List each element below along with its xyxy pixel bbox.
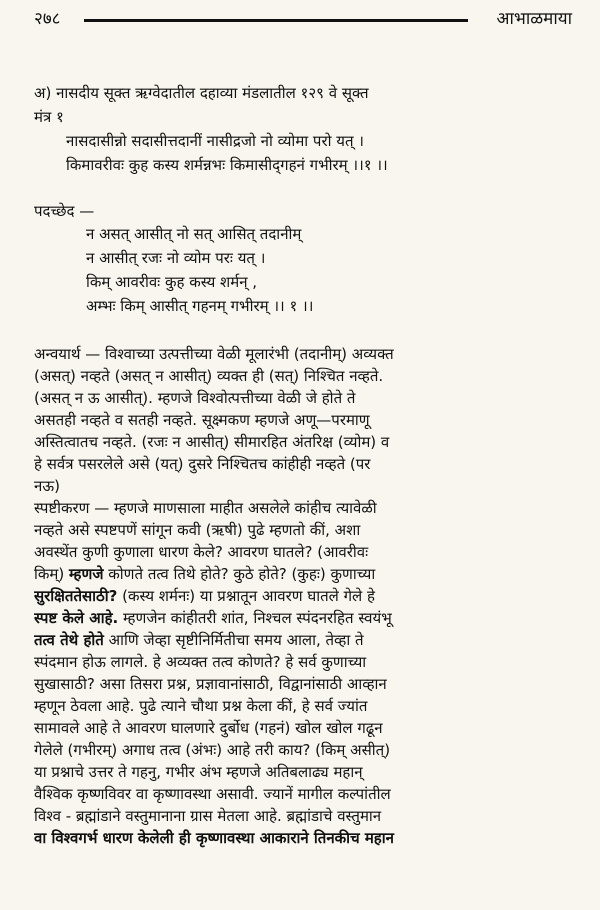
mantra-label: मंत्र १ xyxy=(34,108,64,126)
paragraph-line: (असत् न ऊ आसीत्). म्हणजे विश्वोत्पत्तीच्या वेळी जे होते ते xyxy=(34,389,356,407)
paragraph-line: गेलेले (गभीरम्) अगाध तत्व (अंभः) आहे तरी काय? (किम् असीत्) xyxy=(34,741,391,759)
padaccheda-line: न आसीत् रजः नो व्योम परः यत् । xyxy=(86,249,266,267)
bold-text-run: सुरक्षिततेसाठी? xyxy=(34,587,118,605)
paragraph-line: या प्रश्नाचे उत्तर ते गहनु, गभीर अंभ म्हणजे अतिबलाढ्य महान् xyxy=(34,763,363,781)
bold-text-run: स्पष्ट केले आहे. xyxy=(34,609,119,627)
header-rule xyxy=(84,19,468,22)
running-title: आभाळमाया xyxy=(496,9,572,29)
bold-text-run: म्हणजे xyxy=(69,565,104,583)
paragraph-line: सुखासाठी? असा तिसरा प्रश्न, प्रज्ञावानांसाठी, विद्वानांसाठी आव्हान xyxy=(34,675,387,693)
bold-text-run: तत्व तेथे होते xyxy=(34,631,104,649)
spashtikaran-paragraph xyxy=(34,497,582,849)
paragraph-line: वैश्विक कृष्णविवर वा कृष्णावस्था असावी. ज्यानें मागील कल्पांतील xyxy=(34,785,391,803)
paragraph-line xyxy=(34,585,582,607)
padaccheda-line: न असत् आसीत् नो सत् आसित् तदानीम् xyxy=(86,225,302,243)
paragraph-line: हे सर्वत्र पसरलेले असे (यत्) दुसरे निश्चितच कांहीही नव्हते (पर xyxy=(34,455,371,473)
padaccheda-line: किम् आवरीवः कुह कस्य शर्मन् , xyxy=(86,273,258,291)
paragraph-line xyxy=(34,563,582,585)
paragraph-line: नव्हते असे स्पष्टपणें सांगून कवी (ऋषी) पुढे म्हणतो कीं, अशा xyxy=(34,521,361,539)
paragraph-line: विश्व - ब्रह्मांडाने वस्तुमानाना ग्रास मेतला आहे. ब्रह्मांडाचे वस्तुमान xyxy=(34,807,382,825)
padaccheda-line: अम्भः किम् आसीत् गहनम् गभीरम् ।। १ ।। xyxy=(86,297,314,315)
anvayartha-paragraph xyxy=(34,343,582,497)
paragraph-line: वा विश्वगर्भ धारण केलेली ही कृष्णावस्था आकाराने तिनकीच महान xyxy=(34,829,394,847)
paragraph-line: स्पंदमान होऊ लागले. हे अव्यक्त तत्व कोणते? हे सर्व कुणाच्या xyxy=(34,653,367,671)
padaccheda-label: पदच्छेद — xyxy=(34,202,95,220)
paragraph-line: स्पष्टीकरण — म्हणजे माणसाला माहीत असलेले कांहीच त्यावेळी xyxy=(34,499,377,517)
text-run: (कस्य शर्मनः) या प्रश्नातून आवरण घातले गेले हे xyxy=(117,587,375,605)
verse-line: नासदासीन्नो सदासीत्तदानीं नासीद्रजो नो व्योमा परो यत् । xyxy=(66,132,364,150)
paragraph-line xyxy=(34,607,582,629)
paragraph-line: म्हणून ठेवला आहे. पुढे त्याने चौथा प्रश्न केला कीं, हे सर्व ज्यांत xyxy=(34,697,368,715)
section-heading: अ) नासदीय सूक्त ऋग्वेदातील दहाव्या मंडलातील १२९ वे सूक्त xyxy=(34,84,369,102)
verse-line: किमावरीवः कुह कस्य शर्मन्नभः किमासीद्‌गहनं गभीरम् ।।१ ।। xyxy=(66,156,388,174)
page-header xyxy=(0,0,600,30)
paragraph-line: अस्तित्वातच नव्हते. (रजः न आसीत्) सीमारहित अंतरिक्ष (व्योम) व xyxy=(34,433,390,451)
text-run: कोणते तत्व तिथे होते? कुठे होते? (कुहः) कुणाच्या xyxy=(103,565,376,583)
paragraph-line: अवस्थेंत कुणी कुणाला धारण केले? आवरण घातले? (आवरीवः xyxy=(34,543,369,561)
paragraph-line: अन्वयार्थ — विश्वाच्या उत्पत्तीच्या वेळी मूलारंभी (तदानीम्) अव्यक्त xyxy=(34,345,394,363)
text-run: म्हणजेन कांहीतरी शांत, निश्चल स्पंदनरहित स्वयंभू xyxy=(118,609,392,627)
paragraph-line: असतही नव्हते व सतही नव्हते. सूक्ष्मकण म्हणजे अणू—परमाणू xyxy=(34,411,370,429)
paragraph-line: नऊ) xyxy=(34,477,60,495)
page-number: २७८ xyxy=(34,9,61,29)
paragraph-line: (असत्) नव्हते (असत् न आसीत्) व्यक्त ही (सत्) निश्चित नव्हते. xyxy=(34,367,384,385)
paragraph-line xyxy=(34,629,582,651)
text-run: किम्) xyxy=(34,565,69,583)
paragraph-line: सामावले आहे ते आवरण घालणारे दुर्बोध (गहनं) खोल खोल गढून xyxy=(34,719,383,737)
text-run: आणि जेव्हा सृष्टीनिर्मितीचा समय आला, तेव्हा ते xyxy=(103,631,364,649)
